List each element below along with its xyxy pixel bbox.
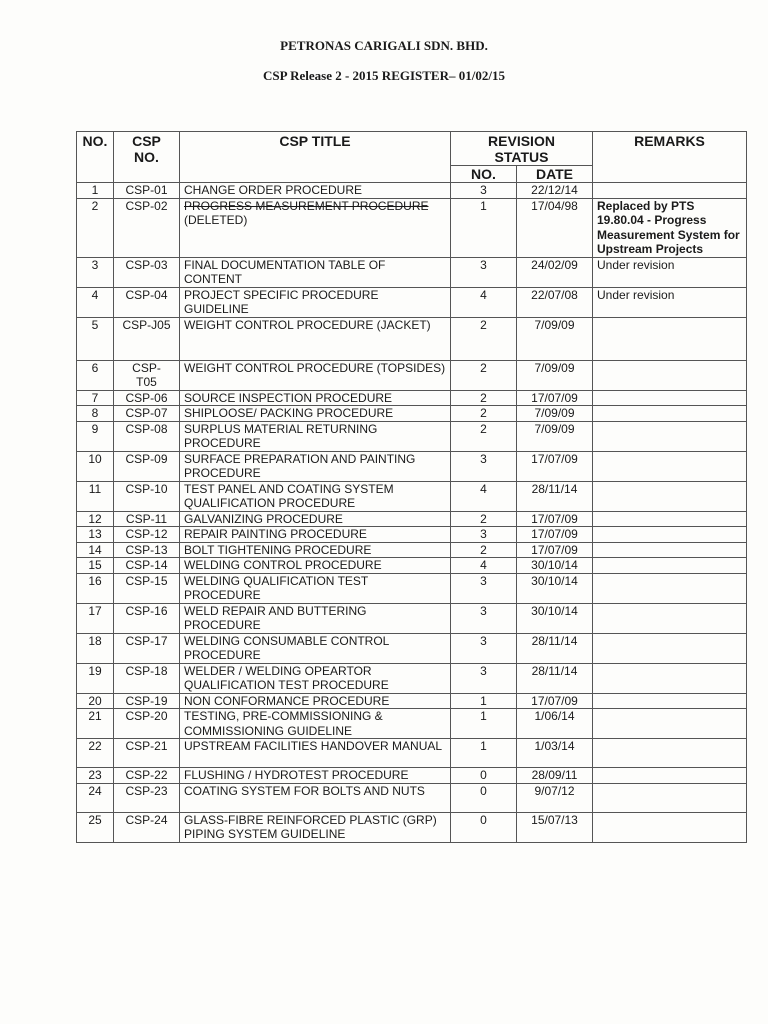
csp-title-cell: UPSTREAM FACILITIES HANDOVER MANUAL xyxy=(180,739,451,768)
row-no-cell: 2 xyxy=(77,198,114,257)
revision-no-cell: 3 xyxy=(451,527,517,543)
table-row xyxy=(77,481,747,511)
table-row xyxy=(77,783,747,812)
remarks-cell xyxy=(593,709,747,739)
revision-no-cell: 1 xyxy=(451,709,517,739)
row-no-cell: 3 xyxy=(77,257,114,287)
revision-date-cell: 17/07/09 xyxy=(517,390,593,406)
revision-date-cell: 24/02/09 xyxy=(517,257,593,287)
table-row xyxy=(77,573,747,603)
remarks-cell xyxy=(593,573,747,603)
header-csp-no: CSP NO. xyxy=(114,132,180,183)
revision-no-cell: 4 xyxy=(451,287,517,317)
header-revision-status: REVISION STATUS xyxy=(451,132,593,166)
csp-title-cell: GALVANIZING PROCEDURE xyxy=(180,511,451,527)
remarks-cell xyxy=(593,406,747,422)
revision-date-cell: 30/10/14 xyxy=(517,603,593,633)
table-row xyxy=(77,663,747,693)
revision-no-cell: 3 xyxy=(451,183,517,199)
table-row xyxy=(77,558,747,574)
register-subtitle: CSP Release 2 - 2015 REGISTER– 01/02/15 xyxy=(263,68,505,83)
csp-title-cell: SURFACE PREPARATION AND PAINTING PROCEDURE xyxy=(180,451,451,481)
remarks-cell xyxy=(593,481,747,511)
revision-date-cell: 7/09/09 xyxy=(517,360,593,390)
row-no-cell: 20 xyxy=(77,693,114,709)
remarks-cell xyxy=(593,812,747,842)
csp-no-cell: CSP-19 xyxy=(114,693,180,709)
revision-no-cell: 1 xyxy=(451,693,517,709)
row-no-cell: 19 xyxy=(77,663,114,693)
company-name: PETRONAS CARIGALI SDN. BHD. xyxy=(280,38,488,53)
csp-no-cell: CSP-12 xyxy=(114,527,180,543)
csp-no-cell: CSP-21 xyxy=(114,739,180,768)
csp-title-cell: WEIGHT CONTROL PROCEDURE (JACKET) xyxy=(180,317,451,360)
row-no-cell: 23 xyxy=(77,768,114,784)
row-no-cell: 17 xyxy=(77,603,114,633)
table-row xyxy=(77,421,747,451)
table-row xyxy=(77,739,747,768)
revision-date-cell: 7/09/09 xyxy=(517,406,593,422)
csp-title-cell xyxy=(180,198,451,257)
csp-title-cell: NON CONFORMANCE PROCEDURE xyxy=(180,693,451,709)
remarks-cell: Replaced by PTS 19.80.04 - Progress Measurement System for Upstream Projects xyxy=(593,198,747,257)
csp-title-cell: SURPLUS MATERIAL RETURNING PROCEDURE xyxy=(180,421,451,451)
revision-no-cell: 2 xyxy=(451,360,517,390)
revision-date-cell: 28/09/11 xyxy=(517,768,593,784)
csp-no-cell: CSP-15 xyxy=(114,573,180,603)
revision-date-cell: 15/07/13 xyxy=(517,812,593,842)
revision-date-cell: 28/11/14 xyxy=(517,481,593,511)
table-row xyxy=(77,709,747,739)
revision-date-cell: 1/03/14 xyxy=(517,739,593,768)
revision-date-cell: 1/06/14 xyxy=(517,709,593,739)
csp-title-cell: TESTING, PRE-COMMISSIONING & COMMISSIONING GUIDELINE xyxy=(180,709,451,739)
table-row xyxy=(77,406,747,422)
row-no-cell: 6 xyxy=(77,360,114,390)
revision-date-cell: 17/07/09 xyxy=(517,451,593,481)
revision-no-cell: 3 xyxy=(451,633,517,663)
csp-no-cell: CSP-09 xyxy=(114,451,180,481)
revision-no-cell: 3 xyxy=(451,603,517,633)
revision-no-cell: 3 xyxy=(451,257,517,287)
csp-no-cell: CSP-07 xyxy=(114,406,180,422)
remarks-cell xyxy=(593,542,747,558)
table-row xyxy=(77,603,747,633)
table-row xyxy=(77,183,747,199)
table-row xyxy=(77,633,747,663)
csp-register-table xyxy=(76,131,747,843)
header-remarks: REMARKS xyxy=(593,132,747,183)
revision-no-cell: 4 xyxy=(451,481,517,511)
revision-date-cell: 17/07/09 xyxy=(517,527,593,543)
remarks-cell xyxy=(593,768,747,784)
deleted-title-text: PROGRESS MEASUREMENT PROCEDURE xyxy=(184,198,429,213)
revision-date-cell: 22/07/08 xyxy=(517,287,593,317)
row-no-cell: 10 xyxy=(77,451,114,481)
row-no-cell: 9 xyxy=(77,421,114,451)
csp-no-cell: CSP-J05 xyxy=(114,317,180,360)
remarks-cell xyxy=(593,360,747,390)
table-row xyxy=(77,693,747,709)
csp-no-cell: CSP-11 xyxy=(114,511,180,527)
revision-no-cell: 0 xyxy=(451,768,517,784)
revision-no-cell: 2 xyxy=(451,542,517,558)
remarks-cell xyxy=(593,451,747,481)
table-row xyxy=(77,390,747,406)
row-no-cell: 14 xyxy=(77,542,114,558)
row-no-cell: 1 xyxy=(77,183,114,199)
revision-date-cell: 30/10/14 xyxy=(517,558,593,574)
row-no-cell: 15 xyxy=(77,558,114,574)
csp-no-cell: CSP-01 xyxy=(114,183,180,199)
revision-no-cell: 2 xyxy=(451,511,517,527)
row-no-cell: 4 xyxy=(77,287,114,317)
row-no-cell: 13 xyxy=(77,527,114,543)
revision-no-cell: 4 xyxy=(451,558,517,574)
row-no-cell: 25 xyxy=(77,812,114,842)
header-date: DATE xyxy=(517,166,593,183)
row-no-cell: 22 xyxy=(77,739,114,768)
revision-date-cell: 17/07/09 xyxy=(517,542,593,558)
revision-no-cell: 0 xyxy=(451,783,517,812)
revision-no-cell: 3 xyxy=(451,573,517,603)
remarks-cell: Under revision xyxy=(593,287,747,317)
csp-no-cell: CSP-T05 xyxy=(114,360,180,390)
remarks-cell xyxy=(593,783,747,812)
csp-title-cell: SOURCE INSPECTION PROCEDURE xyxy=(180,390,451,406)
revision-no-cell: 2 xyxy=(451,317,517,360)
csp-title-cell: BOLT TIGHTENING PROCEDURE xyxy=(180,542,451,558)
row-no-cell: 5 xyxy=(77,317,114,360)
row-no-cell: 12 xyxy=(77,511,114,527)
revision-date-cell: 22/12/14 xyxy=(517,183,593,199)
table-row xyxy=(77,360,747,390)
table-row xyxy=(77,511,747,527)
row-no-cell: 11 xyxy=(77,481,114,511)
remarks-cell xyxy=(593,693,747,709)
csp-no-cell: CSP-16 xyxy=(114,603,180,633)
revision-no-cell: 2 xyxy=(451,421,517,451)
revision-date-cell: 28/11/14 xyxy=(517,663,593,693)
table-row xyxy=(77,542,747,558)
remarks-cell xyxy=(593,390,747,406)
csp-no-cell: CSP-02 xyxy=(114,198,180,257)
table-row xyxy=(77,451,747,481)
csp-no-cell: CSP-22 xyxy=(114,768,180,784)
revision-date-cell: 17/07/09 xyxy=(517,693,593,709)
revision-date-cell: 17/07/09 xyxy=(517,511,593,527)
revision-date-cell: 28/11/14 xyxy=(517,633,593,663)
remarks-cell xyxy=(593,558,747,574)
table-row xyxy=(77,527,747,543)
revision-no-cell: 2 xyxy=(451,390,517,406)
csp-no-cell: CSP-04 xyxy=(114,287,180,317)
csp-no-cell: CSP-17 xyxy=(114,633,180,663)
remarks-cell xyxy=(593,633,747,663)
csp-no-cell: CSP-23 xyxy=(114,783,180,812)
revision-no-cell: 2 xyxy=(451,406,517,422)
register-rows xyxy=(77,183,747,843)
remarks-cell: Under revision xyxy=(593,257,747,287)
table-row xyxy=(77,287,747,317)
csp-no-cell: CSP-20 xyxy=(114,709,180,739)
revision-date-cell: 30/10/14 xyxy=(517,573,593,603)
remarks-cell xyxy=(593,603,747,633)
header-rev-no: NO. xyxy=(451,166,517,183)
csp-no-cell: CSP-10 xyxy=(114,481,180,511)
revision-no-cell: 3 xyxy=(451,663,517,693)
csp-title-cell: CHANGE ORDER PROCEDURE xyxy=(180,183,451,199)
remarks-cell xyxy=(593,663,747,693)
row-no-cell: 21 xyxy=(77,709,114,739)
row-no-cell: 7 xyxy=(77,390,114,406)
remarks-cell xyxy=(593,421,747,451)
row-no-cell: 16 xyxy=(77,573,114,603)
csp-title-cell: REPAIR PAINTING PROCEDURE xyxy=(180,527,451,543)
table-row xyxy=(77,198,747,257)
revision-no-cell: 1 xyxy=(451,739,517,768)
header-csp-title: CSP TITLE xyxy=(180,132,451,183)
row-no-cell: 24 xyxy=(77,783,114,812)
table-row xyxy=(77,812,747,842)
csp-title-cell: WELDING CONSUMABLE CONTROL PROCEDURE xyxy=(180,633,451,663)
csp-title-cell: SHIPLOOSE/ PACKING PROCEDURE xyxy=(180,406,451,422)
revision-date-cell: 17/04/98 xyxy=(517,198,593,257)
remarks-cell xyxy=(593,739,747,768)
csp-title-cell: TEST PANEL AND COATING SYSTEM QUALIFICATION PROCEDURE xyxy=(180,481,451,511)
csp-title-cell: WELDING CONTROL PROCEDURE xyxy=(180,558,451,574)
csp-title-cell: WELDER / WELDING OPEARTOR QUALIFICATION TEST PROCEDURE xyxy=(180,663,451,693)
csp-no-cell: CSP-14 xyxy=(114,558,180,574)
revision-date-cell: 7/09/09 xyxy=(517,317,593,360)
revision-date-cell: 9/07/12 xyxy=(517,783,593,812)
csp-no-cell: CSP-18 xyxy=(114,663,180,693)
csp-title-cell: COATING SYSTEM FOR BOLTS AND NUTS xyxy=(180,783,451,812)
revision-no-cell: 0 xyxy=(451,812,517,842)
csp-title-cell: WELD REPAIR AND BUTTERING PROCEDURE xyxy=(180,603,451,633)
revision-no-cell: 1 xyxy=(451,198,517,257)
table-row xyxy=(77,257,747,287)
deleted-label: (DELETED) xyxy=(184,213,248,227)
remarks-cell xyxy=(593,511,747,527)
remarks-cell xyxy=(593,317,747,360)
csp-title-cell: WEIGHT CONTROL PROCEDURE (TOPSIDES) xyxy=(180,360,451,390)
row-no-cell: 8 xyxy=(77,406,114,422)
csp-title-cell: PROJECT SPECIFIC PROCEDURE GUIDELINE xyxy=(180,287,451,317)
csp-no-cell: CSP-24 xyxy=(114,812,180,842)
csp-no-cell: CSP-08 xyxy=(114,421,180,451)
revision-no-cell: 3 xyxy=(451,451,517,481)
csp-title-cell: WELDING QUALIFICATION TEST PROCEDURE xyxy=(180,573,451,603)
csp-title-cell: FLUSHING / HYDROTEST PROCEDURE xyxy=(180,768,451,784)
row-no-cell: 18 xyxy=(77,633,114,663)
remarks-cell xyxy=(593,183,747,199)
csp-no-cell: CSP-03 xyxy=(114,257,180,287)
csp-no-cell: CSP-06 xyxy=(114,390,180,406)
csp-title-cell: FINAL DOCUMENTATION TABLE OF CONTENT xyxy=(180,257,451,287)
revision-date-cell: 7/09/09 xyxy=(517,421,593,451)
table-row xyxy=(77,768,747,784)
csp-no-cell: CSP-13 xyxy=(114,542,180,558)
remarks-cell xyxy=(593,527,747,543)
table-row xyxy=(77,317,747,360)
header-no: NO. xyxy=(77,132,114,183)
csp-title-cell: GLASS-FIBRE REINFORCED PLASTIC (GRP) PIPING SYSTEM GUIDELINE xyxy=(180,812,451,842)
